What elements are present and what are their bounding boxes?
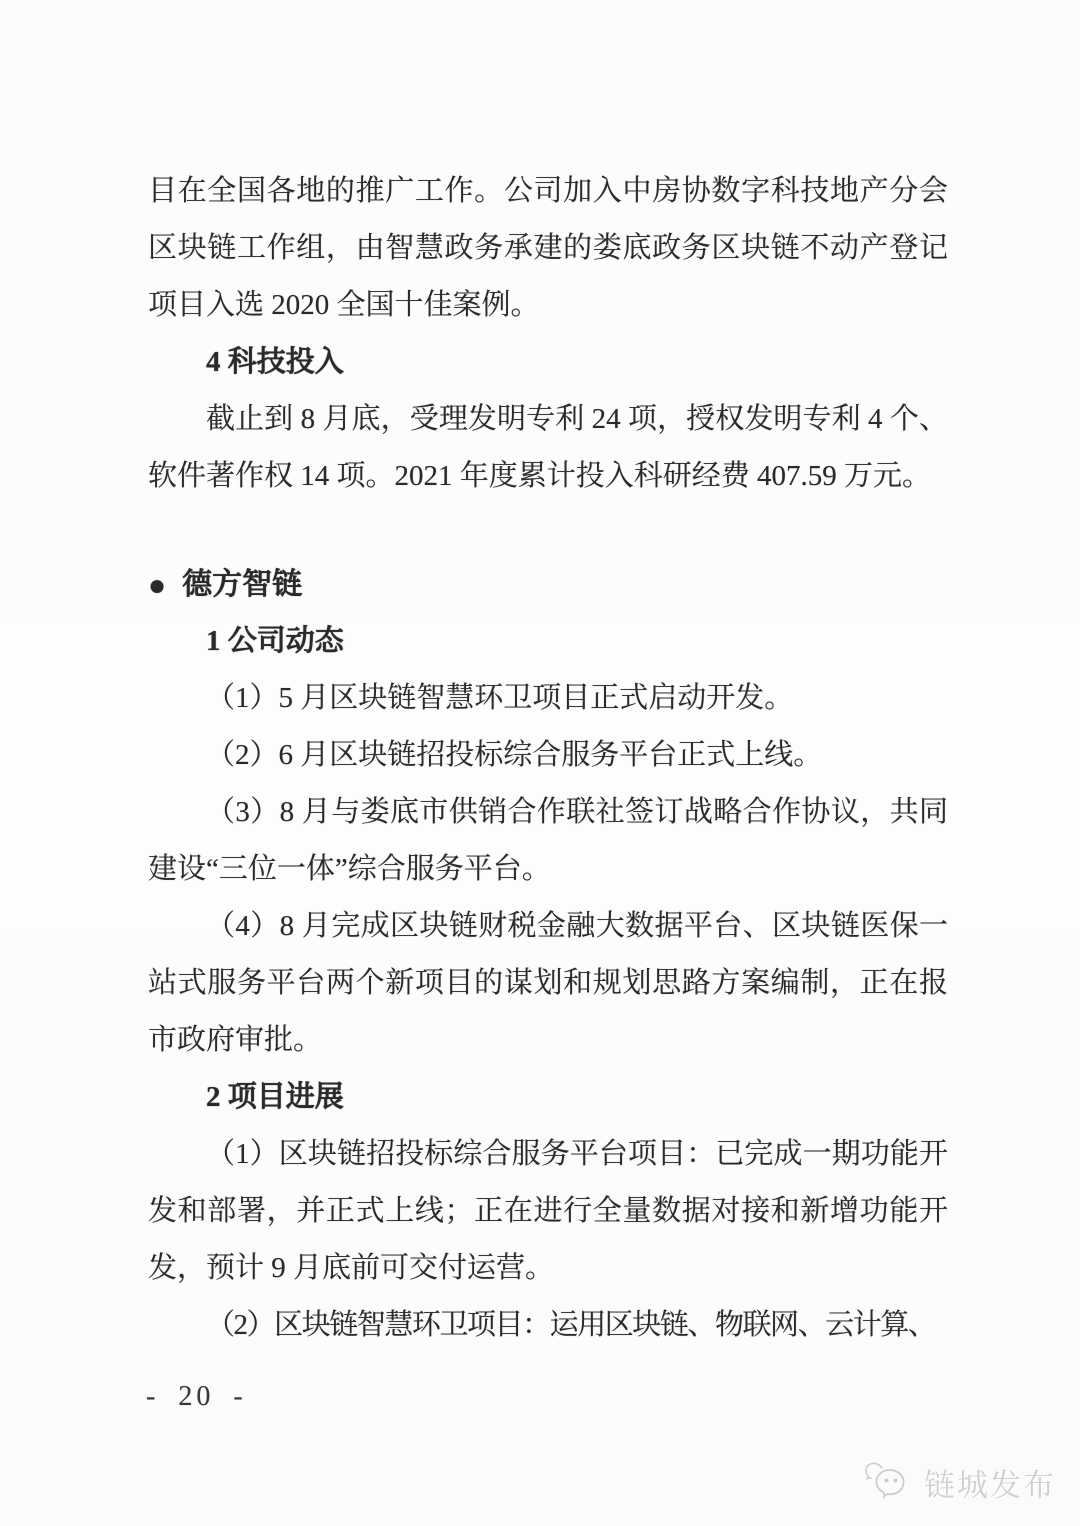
heading-company-news: 1 公司动态 (206, 625, 344, 657)
heading-tech-investment: 4 科技投入 (206, 346, 344, 378)
watermark-label: 链城发布 (924, 1467, 1056, 1503)
watermark (862, 1458, 1056, 1506)
bullet-item-label: 德方智链 (182, 568, 303, 601)
wechat-icon (862, 1458, 914, 1506)
paragraph-promotion-continuation: 目在全国各地的推广工作。公司加入中房协数字科技地产分会区块链工作组，由智慧政务承建的娄底政务区块链不动产登记项目入选 2020 全国十佳案例。 (148, 175, 948, 321)
paragraph-company-news-1: （1）5 月区块链智慧环卫项目正式启动开发。 (206, 682, 794, 714)
heading-project-progress: 2 项目进展 (206, 1081, 344, 1113)
bullet-item-defang-zhilian (148, 556, 948, 613)
paragraph-tech-investment: 截止到 8 月底，受理发明专利 24 项，授权发明专利 4 个、软件著作权 14 项。2021 年度累计投入科研经费 407.59 万元。 (148, 403, 948, 492)
bullet-dot-icon: ● (148, 568, 167, 602)
paragraph-project-progress-2: （2）区块链智慧环卫项目：运用区块链、物联网、云计算、 (206, 1309, 936, 1341)
paragraph-company-news-2: （2）6 月区块链招投标综合服务平台正式上线。 (206, 739, 823, 771)
page-number: - 20 - (146, 1381, 247, 1412)
paragraph-project-progress-1: （1）区块链招投标综合服务平台项目：已完成一期功能开发和部署，并正式上线；正在进行全量数据对接和新增功能开发，预计 9 月底前可交付运营。 (148, 1138, 948, 1284)
paragraph-company-news-4: （4）8 月完成区块链财税金融大数据平台、区块链医保一站式服务平台两个新项目的谋划和规划思路方案编制，正在报市政府审批。 (148, 910, 948, 1056)
paragraph-company-news-3: （3）8 月与娄底市供销合作联社签订战略合作协议，共同建设“三位一体”综合服务平台。 (148, 796, 948, 885)
